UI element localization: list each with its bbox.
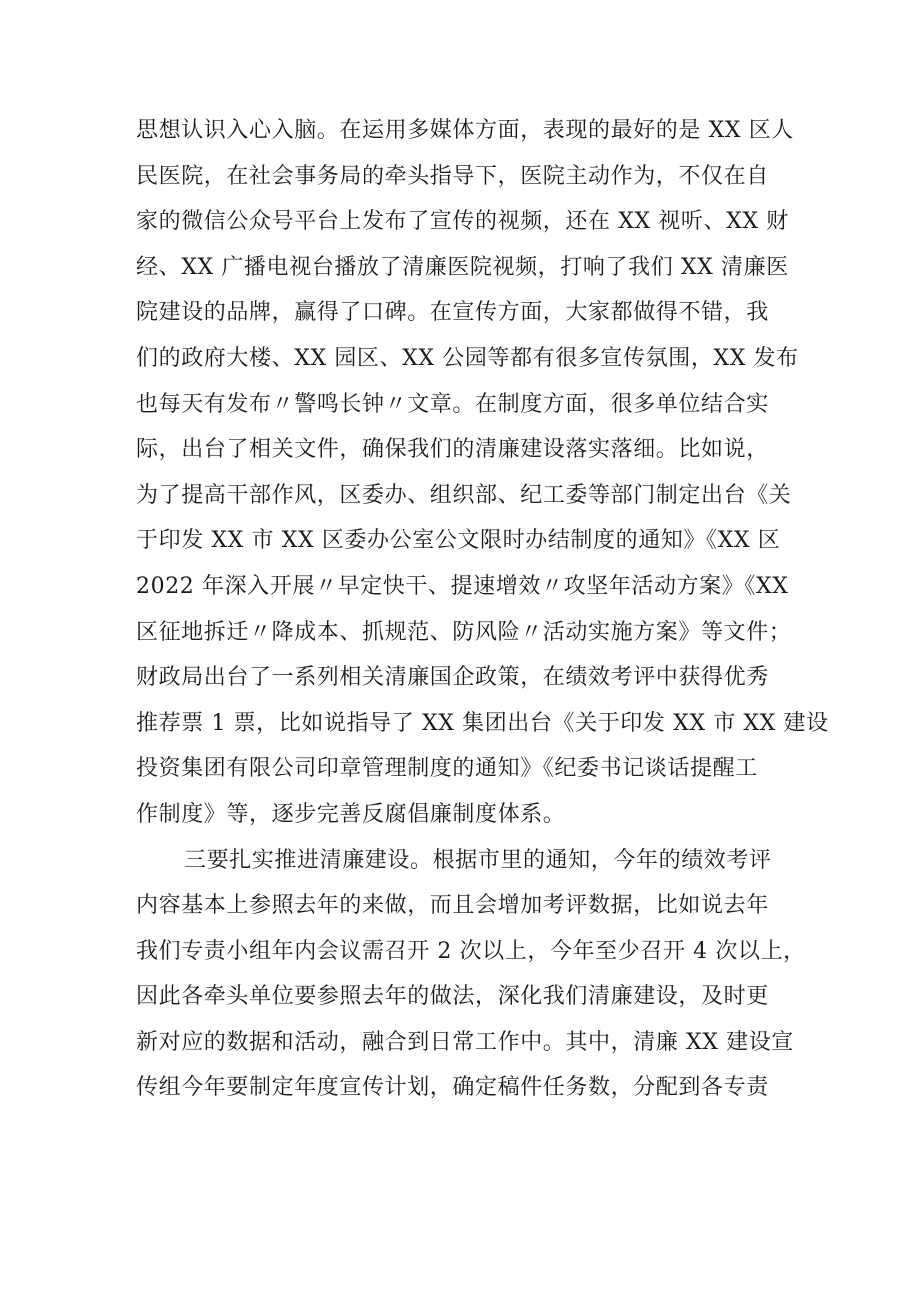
text-line: 家的微信公众号平台上发布了宣传的视频，还在 XX 视听、XX 财 [136,209,789,235]
text-line: 新对应的数据和活动，融合到日常工作中。其中，清廉 XX 建设宣 [136,1029,794,1055]
text-line: 因此各牵头单位要参照去年的做法，深化我们清廉建设，及时更 [136,984,769,1010]
paragraph-2 [136,838,806,1112]
text-line: 际，出台了相关文件，确保我们的清廉建设落实落细。比如说， [136,437,769,463]
text-line: 为了提高干部作风，区委办、组织部、纪工委等部门制定出台《关 [136,482,792,508]
text-line: 也每天有发布〃警鸣长钟〃文章。在制度方面，很多单位结合实 [136,391,769,417]
text-line: 2022 年深入开展〃早定快干、提速增效〃攻坚年活动方案》《XX [136,573,789,599]
text-line: 内容基本上参照去年的来做，而且会增加考评数据，比如说去年 [136,893,769,919]
text-line: 经、XX 广播电视台播放了清廉医院视频，打响了我们 XX 清廉医 [136,254,789,280]
text-line: 民医院，在社会事务局的牵头指导下，医院主动作为，不仅在自 [136,163,769,189]
text-line: 传组今年要制定年度宣传计划，确定稿件任务数，分配到各专责 [136,1075,769,1101]
text-line: 财政局出台了一系列相关清廉国企政策，在绩效考评中获得优秀 [136,665,769,691]
text-line: 区征地拆迁〃降成本、抓规范、防风险〃活动实施方案》等文件； [136,619,792,645]
text-line: 投资集团有限公司印章管理制度的通知》《纪委书记谈话提醒工 [136,756,758,782]
document-body [136,108,829,1111]
text-line: 院建设的品牌，赢得了口碑。在宣传方面，大家都做得不错，我 [136,300,769,326]
text-line: 们的政府大楼、XX 园区、XX 公园等都有很多宣传氛围，XX 发布 [136,345,799,371]
text-line: 思想认识入心入脑。在运用多媒体方面，表现的最好的是 XX 区人 [136,118,794,143]
text-line: 于印发 XX 市 XX 区委办公室公文限时办结制度的通知》《XX 区 [136,528,781,554]
text-line: 三要扎实推进清廉建设。根据市里的通知，今年的绩效考评 [184,847,772,873]
text-line: 推荐票 1 票，比如说指导了 XX 集团出台《关于印发 XX 市 XX 建设 [136,710,829,736]
text-line: 我们专责小组年内会议需召开 2 次以上，今年至少召开 4 次以上， [136,938,806,964]
paragraph-1 [136,108,829,838]
text-line: 作制度》等，逐步完善反腐倡廉制度体系。 [136,801,566,827]
